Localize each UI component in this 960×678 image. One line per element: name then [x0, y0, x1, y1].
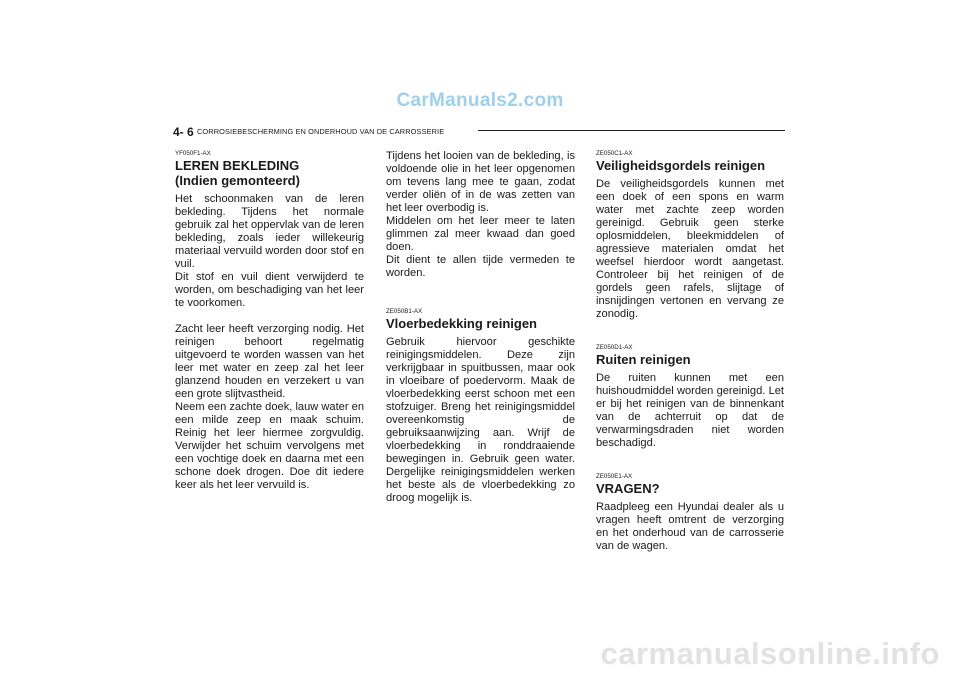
section-code: ZE050B1-AX: [386, 308, 423, 315]
paragraph: De veiligheidsgordels kunnen met een doek of een spons en warm water met zachte zeep worden gereinigd. Gebruik geen sterke oplosmiddelen, bleekmiddelen of agressieve materialen omdat het weefsel hierdoor wordt aangetast. Controleer bij het reinigen of de gordels geen rafels, slijtage of insnijdingen vertonen en vervang ze zonodig.: [596, 178, 784, 320]
section-heading: VRAGEN?: [596, 481, 660, 496]
paragraph: Zacht leer heeft verzorging nodig. Het reinigen behoort regelmatig uitgevoerd te worden wassen van het leer met water en zeep zal het leer glanzend houden en verzekert u van een grote slijtvastheid. Neem een zachte doek, lauw water en een milde zeep en maak schuim. Reinig het leer hiermee zorgvuldig. Verwijder het schuim vervolgens met een vochtige doek en daarna met een schone doek drogen. Doe dit iedere keer als het leer vervuild is.: [175, 323, 364, 491]
column-middle: [386, 150, 575, 505]
column-right: [596, 150, 784, 553]
watermark-bottom[interactable]: carmanualsonline.info: [600, 636, 940, 671]
page-number: 4- 6: [173, 125, 194, 139]
paragraph: Het schoonmaken van de leren bekleding. Tijdens het normale gebruik zal het oppervlak van de leren bekleding, zoals ieder willekeurig materiaal vervuild worden door stof en vuil. Dit stof en vuil dient verwijderd te worden, om beschadiging van het leer te voorkomen.: [175, 193, 364, 309]
section-heading: Veiligheidsgordels reinigen: [596, 158, 766, 173]
watermark-top[interactable]: CarManuals2.com: [396, 90, 564, 111]
section-title: CORROSIEBESCHERMING EN ONDERHOUD VAN DE CARROSSERIE: [197, 127, 445, 136]
section-code: ZE050D1-AX: [596, 344, 633, 351]
section-code: ZE050E1-AX: [596, 473, 633, 480]
paragraph: De ruiten kunnen met een huishoudmiddel worden gereinigd. Let er bij het reinigen van de binnenkant van de achterruit op dat de verwarmingsdraden niet worden beschadigd.: [596, 372, 784, 449]
paragraph: Gebruik hiervoor geschikte reinigingsmiddelen. Deze zijn verkrijgbaar in spuitbussen, maar ook in vloeibare of poedervorm. Maak de vloerbedekking eerst schoon met een stofzuiger. Breng het reinigingsmiddel overeenkomstig de gebruiksaanwijzing aan. Wrijf de vloerbedekking in ronddraaiende bewegingen in. Gebruik geen water. Dergelijke reinigingsmiddelen werken het beste als de vloerbedekking zo droog mogelijk is.: [386, 336, 575, 504]
paragraph: Raadpleeg een Hyundai dealer als u vragen heeft omtrent de verzorging en het onderhoud van de carrosserie van de wagen.: [596, 501, 784, 552]
section-heading: Vloerbedekking reinigen: [386, 316, 537, 331]
section-code: ZE050C1-AX: [596, 150, 633, 157]
page-header: [173, 125, 785, 139]
section-heading: LEREN BEKLEDING (Indien gemonteerd): [175, 158, 300, 188]
section-code: YF050F1-AX: [175, 150, 211, 157]
paragraph: Tijdens het looien van de bekleding, is voldoende olie in het leer opgenomen om tevens lang mee te gaan, zodat verder oliën of in de was zetten van het leer overbodig is. Middelen om het leer meer te laten glimmen zal meer kwaad dan goed doen. Dit dient te allen tijde vermeden te worden.: [386, 150, 575, 279]
column-left: [175, 150, 364, 492]
section-heading: Ruiten reinigen: [596, 352, 691, 367]
header-rule: [478, 130, 785, 131]
